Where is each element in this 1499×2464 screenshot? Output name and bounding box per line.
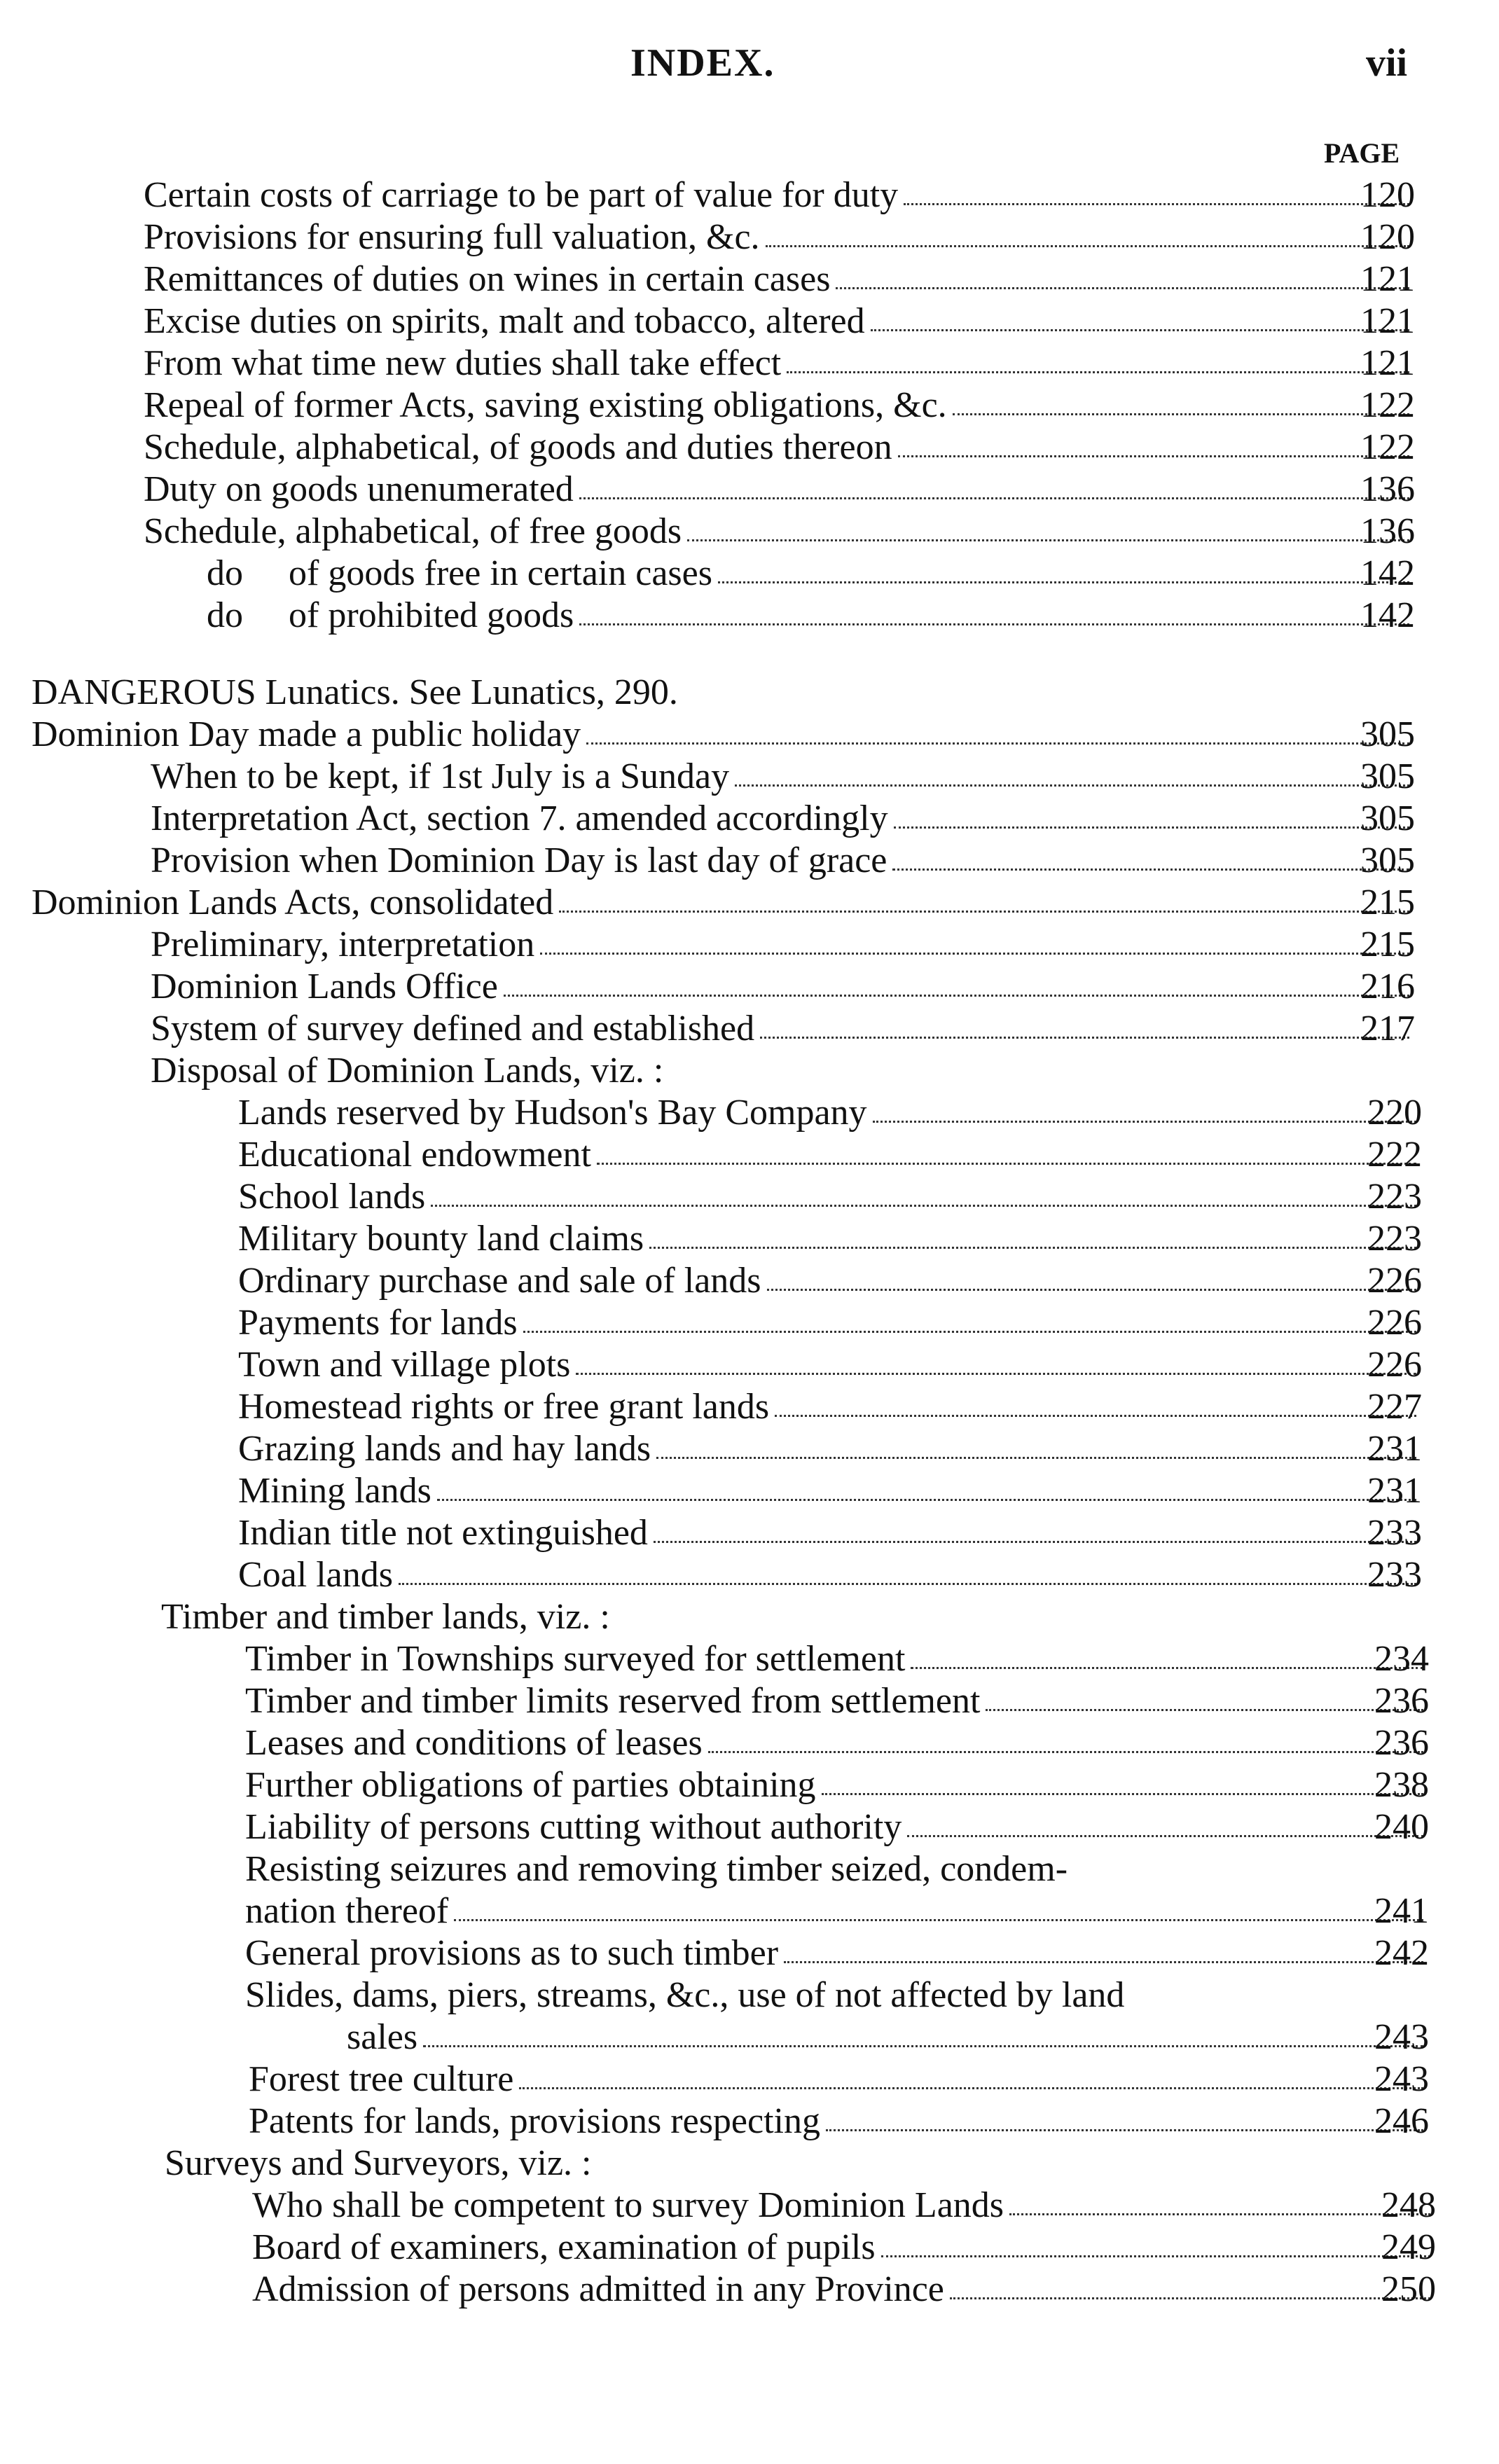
- entry-text: Schedule, alphabetical, of free goods: [144, 511, 682, 551]
- index-entry-heading: [32, 713, 1415, 756]
- index-entry: [238, 1301, 1422, 1345]
- entry-page: 223: [1367, 1177, 1422, 1217]
- dot-leader: [708, 1751, 1423, 1753]
- entry-text: Ordinary purchase and sale of lands: [238, 1261, 761, 1301]
- entry-page: 223: [1367, 1219, 1422, 1259]
- entry-text: do of goods free in certain cases: [207, 553, 712, 593]
- entry-text: Dominion Day made a public holiday: [32, 714, 581, 754]
- index-entry: [151, 839, 1415, 883]
- entry-text: Timber in Townships surveyed for settlement: [245, 1639, 906, 1679]
- dot-leader: [766, 245, 1409, 247]
- entry-text: Lands reserved by Hudson's Bay Company: [238, 1093, 867, 1133]
- entry-page: 243: [1374, 2017, 1429, 2057]
- dot-leader: [504, 995, 1409, 997]
- entry-page: 305: [1360, 714, 1415, 754]
- dot-leader: [454, 1919, 1423, 1921]
- entry-text: Certain costs of carriage to be part of value for duty: [144, 175, 899, 215]
- index-subheading: [151, 1049, 1415, 1093]
- entry-page: 227: [1367, 1387, 1422, 1427]
- index-entry: [238, 1343, 1422, 1387]
- entry-text: Resisting seizures and removing timber seized, condem-: [245, 1849, 1068, 1889]
- index-entry: [238, 1385, 1422, 1429]
- dot-leader: [423, 2045, 1423, 2047]
- index-entry: [238, 1469, 1422, 1513]
- index-entry: [245, 1722, 1429, 1765]
- entry-page: 240: [1374, 1807, 1429, 1847]
- index-entry: [252, 2226, 1436, 2269]
- dot-leader: [760, 1037, 1409, 1039]
- entry-text: Interpretation Act, section 7. amended accordingly: [151, 798, 888, 838]
- entry-page: 226: [1367, 1303, 1422, 1343]
- dot-leader: [687, 539, 1409, 541]
- index-entry: [249, 2100, 1429, 2143]
- entry-page: 233: [1367, 1555, 1422, 1595]
- index-entry: [151, 797, 1415, 840]
- entry-page: 241: [1374, 1891, 1429, 1931]
- entry-page: 236: [1374, 1723, 1429, 1763]
- dot-leader: [784, 1961, 1423, 1963]
- index-subheading: [161, 1596, 1422, 1639]
- entry-page: 226: [1367, 1261, 1422, 1301]
- entry-page: 142: [1360, 553, 1415, 593]
- index-entry: [245, 1932, 1429, 1975]
- entry-text: Who shall be competent to survey Dominion Lands: [252, 2185, 1004, 2225]
- entry-text: Dominion Lands Office: [151, 967, 498, 1006]
- index-entry: [151, 965, 1415, 1009]
- entry-text: General provisions as to such timber: [245, 1933, 779, 1973]
- dot-leader: [718, 581, 1409, 583]
- page-column-label: PAGE: [1324, 137, 1400, 169]
- entry-text: Forest tree culture: [249, 2059, 514, 2099]
- entry-page: 305: [1360, 840, 1415, 880]
- index-entry: [144, 384, 1415, 427]
- page-number: vii: [1366, 41, 1408, 85]
- entry-page: 233: [1367, 1513, 1422, 1553]
- index-entry: [144, 342, 1415, 385]
- index-entry: [245, 1806, 1429, 1849]
- dot-leader: [399, 1583, 1416, 1585]
- entry-text: Duty on goods unenumerated: [144, 469, 574, 509]
- index-entry: [151, 755, 1415, 798]
- index-entry: [151, 923, 1415, 967]
- entry-page: 231: [1367, 1429, 1422, 1469]
- entry-text: Schedule, alphabetical, of goods and duties thereon: [144, 427, 892, 467]
- index-entry: [238, 1091, 1422, 1135]
- entry-page: 122: [1360, 427, 1415, 467]
- entry-page: 142: [1360, 595, 1415, 635]
- entry-text: Indian title not extinguished: [238, 1513, 648, 1553]
- index-entry: [144, 216, 1415, 259]
- index-entry: [144, 258, 1415, 301]
- entry-page: 231: [1367, 1471, 1422, 1511]
- index-entry: [144, 426, 1415, 469]
- entry-text: From what time new duties shall take effect: [144, 343, 782, 383]
- entry-page: 220: [1367, 1093, 1422, 1133]
- entry-page: 215: [1360, 883, 1415, 922]
- entry-text: Slides, dams, piers, streams, &c., use of not affected by land: [245, 1975, 1125, 2015]
- index-entry: [238, 1217, 1422, 1261]
- index-entry: [238, 1133, 1422, 1177]
- dot-leader: [656, 1457, 1416, 1459]
- index-entry: [238, 1175, 1422, 1219]
- entry-page: 120: [1360, 175, 1415, 215]
- dot-leader: [873, 1121, 1416, 1123]
- index-entry: [245, 1974, 1429, 2017]
- entry-text: School lands: [238, 1177, 426, 1217]
- dot-leader: [871, 329, 1409, 331]
- entry-page: 122: [1360, 385, 1415, 425]
- entry-text: Admission of persons admitted in any Province: [252, 2269, 944, 2309]
- dot-leader: [523, 1331, 1416, 1333]
- dot-leader: [579, 623, 1409, 625]
- entry-page: 121: [1360, 343, 1415, 383]
- entry-text: Excise duties on spirits, malt and tobacco, altered: [144, 301, 865, 341]
- dot-leader: [822, 1793, 1423, 1795]
- entry-text: Preliminary, interpretation: [151, 925, 535, 964]
- entry-text: Leases and conditions of leases: [245, 1723, 703, 1763]
- entry-text: When to be kept, if 1st July is a Sunday: [151, 756, 730, 796]
- entry-page: 236: [1374, 1681, 1429, 1721]
- dot-leader: [519, 2087, 1423, 2089]
- entry-page: 136: [1360, 469, 1415, 509]
- entry-page: 121: [1360, 259, 1415, 299]
- index-entry: [245, 1680, 1429, 1723]
- page-title: INDEX.: [630, 41, 775, 85]
- entry-page: 121: [1360, 301, 1415, 341]
- entry-page: 215: [1360, 925, 1415, 964]
- entry-text: Remittances of duties on wines in certain cases: [144, 259, 831, 299]
- entry-text: Coal lands: [238, 1555, 393, 1595]
- dot-leader: [654, 1541, 1416, 1543]
- index-entry: [207, 594, 1415, 637]
- index-entry: [245, 1638, 1429, 1681]
- dot-leader: [586, 742, 1409, 745]
- entry-text: Payments for lands: [238, 1303, 518, 1343]
- entry-page: 120: [1360, 217, 1415, 257]
- entry-text: Provision when Dominion Day is last day of grace: [151, 840, 887, 880]
- index-entry: [245, 1848, 1429, 1891]
- entry-text: sales: [347, 2017, 418, 2057]
- entry-page: 238: [1374, 1765, 1429, 1805]
- dot-leader: [597, 1163, 1416, 1165]
- entry-page: 234: [1374, 1639, 1429, 1679]
- dot-leader: [826, 2129, 1423, 2131]
- dot-leader: [775, 1415, 1416, 1417]
- index-entry: [144, 468, 1415, 511]
- entry-text: Further obligations of parties obtaining: [245, 1765, 816, 1805]
- entry-text: Timber and timber limits reserved from settlement: [245, 1681, 981, 1721]
- entry-text: Timber and timber lands, viz. :: [161, 1597, 610, 1637]
- index-entry: [238, 1511, 1422, 1555]
- entry-page: 248: [1381, 2185, 1436, 2225]
- entry-text: Town and village plots: [238, 1345, 571, 1385]
- entry-text: Homestead rights or free grant lands: [238, 1387, 770, 1427]
- index-entry: [238, 1427, 1422, 1471]
- dot-leader: [836, 287, 1409, 289]
- index-entry: [144, 300, 1415, 343]
- index-entry: [252, 2184, 1436, 2227]
- index-entry: [245, 1890, 1429, 1933]
- entry-text: Patents for lands, provisions respecting: [249, 2101, 820, 2141]
- dot-leader: [559, 911, 1409, 913]
- entry-text: Mining lands: [238, 1471, 431, 1511]
- entry-text: do of prohibited goods: [207, 595, 574, 635]
- entry-text: nation thereof: [245, 1891, 449, 1931]
- dot-leader: [767, 1289, 1416, 1291]
- dot-leader: [576, 1373, 1416, 1375]
- entry-page: 226: [1367, 1345, 1422, 1385]
- entry-page: 246: [1374, 2101, 1429, 2141]
- entry-text: Military bounty land claims: [238, 1219, 644, 1259]
- dot-leader: [431, 1205, 1416, 1207]
- index-entry: [238, 1553, 1422, 1597]
- dot-leader: [540, 953, 1409, 955]
- entry-text: Provisions for ensuring full valuation, &c.: [144, 217, 760, 257]
- index-entry: [252, 2268, 1436, 2311]
- entry-text: Grazing lands and hay lands: [238, 1429, 651, 1469]
- entry-text: Disposal of Dominion Lands, viz. :: [151, 1051, 664, 1091]
- entry-page: 136: [1360, 511, 1415, 551]
- index-entry: [347, 2016, 1429, 2059]
- entry-text: Surveys and Surveyors, viz. :: [165, 2143, 592, 2183]
- dot-leader: [649, 1247, 1416, 1249]
- dot-leader: [579, 497, 1409, 499]
- dot-leader: [881, 2255, 1430, 2257]
- index-entry: [144, 510, 1415, 553]
- entry-text: Liability of persons cutting without authority: [245, 1807, 902, 1847]
- index-subheading: [165, 2142, 1429, 2185]
- index-entry: [144, 174, 1415, 217]
- entry-page: 243: [1374, 2059, 1429, 2099]
- entry-page: 217: [1360, 1009, 1415, 1048]
- entry-page: 242: [1374, 1933, 1429, 1973]
- entry-page: 250: [1381, 2269, 1436, 2309]
- index-entry-heading: [32, 881, 1415, 925]
- entry-page: 305: [1360, 798, 1415, 838]
- entry-text: Repeal of former Acts, saving existing obligations, &c.: [144, 385, 947, 425]
- index-entry: [249, 2058, 1429, 2101]
- entry-page: 305: [1360, 756, 1415, 796]
- entry-text: Educational endowment: [238, 1135, 591, 1175]
- index-entry: [238, 1259, 1422, 1303]
- dot-leader: [437, 1499, 1416, 1501]
- entry-text: DANGEROUS Lunatics. See Lunatics, 290.: [32, 672, 678, 712]
- index-entry-heading: [32, 671, 1415, 714]
- entry-page: 222: [1367, 1135, 1422, 1175]
- entry-text: Board of examiners, examination of pupils: [252, 2227, 876, 2267]
- index-entry: [207, 552, 1415, 595]
- index-entry: [151, 1007, 1415, 1051]
- index-entry: [245, 1764, 1429, 1807]
- dot-leader: [787, 371, 1409, 373]
- entry-page: 216: [1360, 967, 1415, 1006]
- dot-leader: [735, 784, 1409, 787]
- entry-text: System of survey defined and established: [151, 1009, 755, 1048]
- entry-page: 249: [1381, 2227, 1436, 2267]
- entry-text: Dominion Lands Acts, consolidated: [32, 883, 554, 922]
